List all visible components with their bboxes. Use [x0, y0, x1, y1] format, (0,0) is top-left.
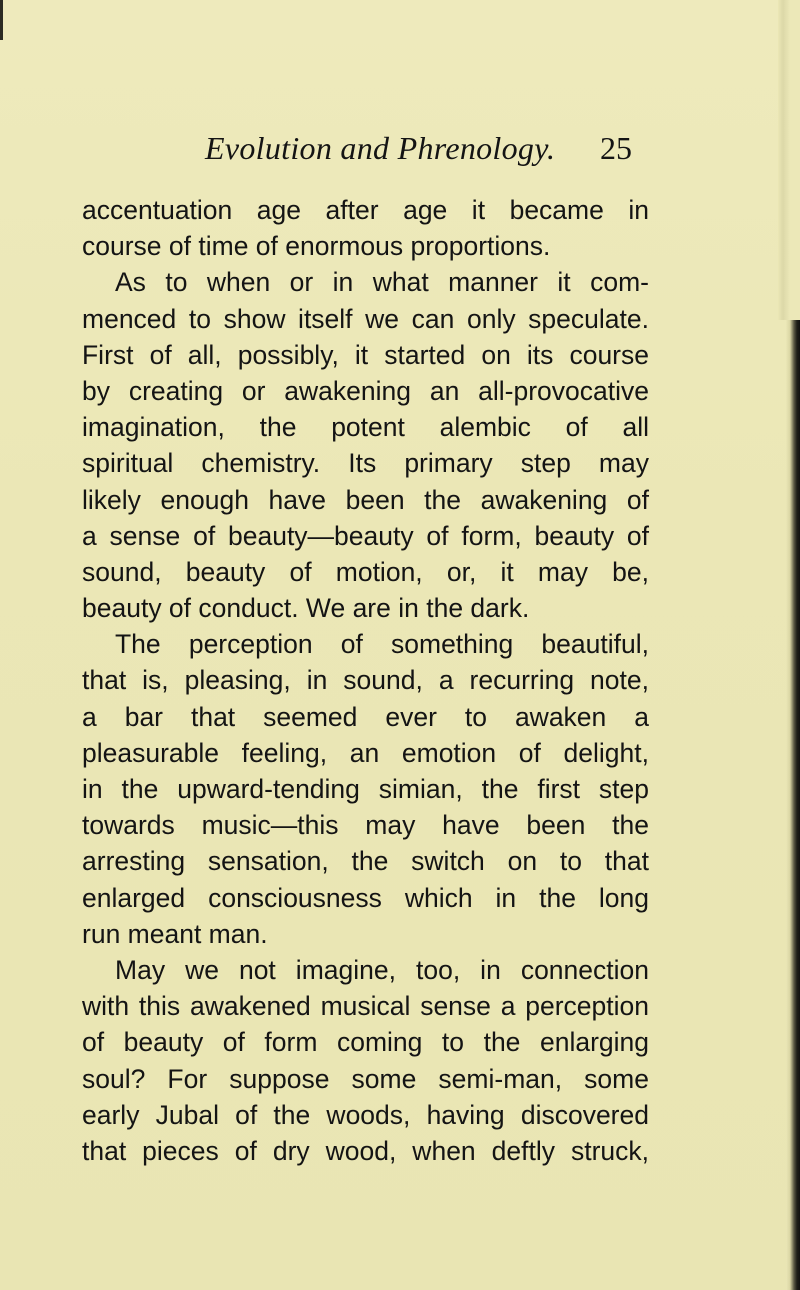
text-line: arresting sensation, the switch on to that [82, 846, 649, 877]
text-line: likely enough have been the awakening of [82, 484, 649, 515]
text-line: imagination, the potent alembic of all [82, 412, 649, 443]
text-line: of beauty of form coming to the enlarging [82, 1027, 649, 1058]
text-line: in the upward-tending simian, the first step [82, 774, 649, 804]
text-line: menced to show itself we can only speculate. [82, 303, 649, 334]
text-line: a sense of beauty—beauty of form, beauty of [82, 520, 649, 551]
text-line: First of all, possibly, it started on its course [82, 339, 649, 370]
text-line: May we not imagine, too, in connection [115, 954, 649, 985]
text-line: sound, beauty of motion, or, it may be, [82, 556, 649, 587]
text-line: towards music—this may have been the [82, 810, 649, 841]
text-line: course of time of enormous proportions. [82, 231, 551, 262]
running-title: Evolution and Phrenology. [205, 130, 556, 166]
scan-edge-left [0, 0, 3, 40]
text-line: a bar that seemed ever to awaken a [82, 701, 649, 732]
text-line: As to when or in what manner it com- [115, 267, 649, 298]
text-line: The perception of something beautiful, [115, 629, 649, 660]
text-line: enlarged consciousness which in the long [82, 882, 649, 913]
text-line: early Jubal of the woods, having discovered [82, 1099, 649, 1130]
text-line: pleasurable feeling, an emotion of delight, [82, 737, 649, 768]
running-head [0, 122, 800, 172]
text-line: with this awakened musical sense a perception [82, 991, 649, 1022]
text-line: accentuation age after age it became in [82, 195, 649, 225]
text-line: beauty of conduct. We are in the dark. [82, 593, 530, 624]
page-number: 25 [600, 130, 632, 166]
text-line: soul? For suppose some semi-man, some [82, 1063, 649, 1094]
text-line: spiritual chemistry. Its primary step may [82, 448, 649, 479]
text-line: that is, pleasing, in sound, a recurring note, [82, 665, 649, 696]
text-line: run meant man. [82, 918, 268, 949]
text-line: that pieces of dry wood, when deftly struck, [82, 1135, 649, 1166]
body-text [82, 192, 649, 1169]
text-line: by creating or awakening an all-provocative [82, 375, 649, 406]
